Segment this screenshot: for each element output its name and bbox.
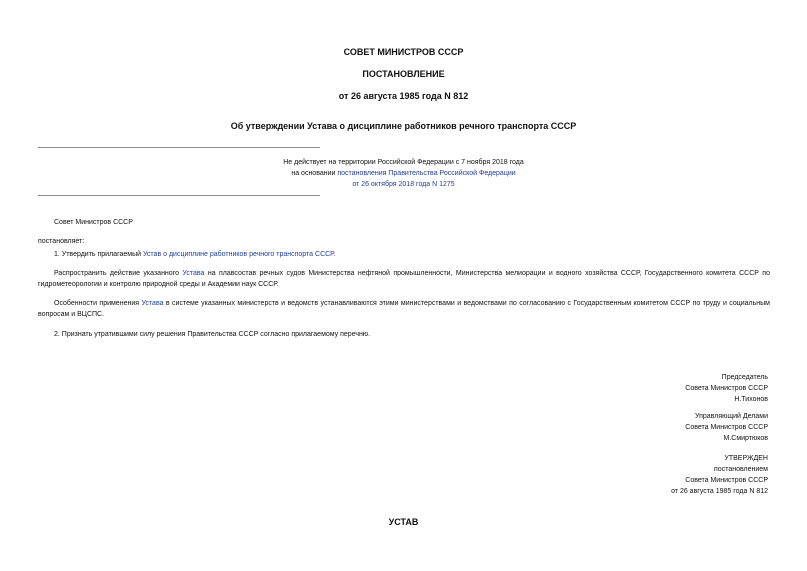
- manager-name: М.Смиртюков: [723, 435, 768, 442]
- approval-block: [568, 453, 768, 497]
- status-note-line3: [0, 181, 807, 188]
- status-note-line2: [0, 170, 807, 177]
- date-number-heading: от 26 августа 1985 года N 812: [338, 91, 469, 101]
- item-1: [38, 249, 770, 260]
- approval-date: от 26 августа 1985 года N 812: [671, 488, 768, 495]
- paragraph-3: [38, 298, 770, 320]
- manager-signature: [568, 411, 768, 444]
- issuer-heading: СОВЕТ МИНИСТРОВ СССР: [343, 47, 464, 57]
- chairman-title: Председатель: [721, 374, 768, 381]
- item-1-suffix: .: [333, 251, 336, 258]
- resolves-label: постановляет:: [38, 238, 85, 245]
- item-1-prefix: 1. Утвердить прилагаемый: [54, 251, 143, 258]
- paragraph-2-prefix: Распространить действие указанного: [54, 270, 183, 277]
- approval-org: Совета Министров СССР: [685, 477, 768, 484]
- paragraph-3-text: в системе указанных министерств и ведомств устанавливаются этими министерствами и ведомствами по согласованию с Государственным комитетом СССР по труду и социальным вопросам и ВЦСПС.: [38, 300, 770, 318]
- chairman-name: Н.Тихонов: [734, 396, 768, 403]
- paragraph-2: [38, 268, 770, 290]
- chairman-signature: [568, 372, 768, 405]
- item-2: 2. Признать утратившими силу решения Правительства СССР согласно прилагаемому перечню.: [54, 331, 371, 338]
- approval-label: УТВЕРЖДЕН: [724, 455, 768, 462]
- chairman-org: Совета Министров СССР: [685, 385, 768, 392]
- doc-type-heading: ПОСТАНОВЛЕНИЕ: [362, 69, 445, 79]
- paragraph-3-prefix: Особенности применения: [54, 300, 142, 307]
- document-title: Об утверждении Устава о дисциплине работников речного транспорта СССР: [230, 121, 577, 131]
- status-note-line1: Не действует на территории Российской Федерации с 7 ноября 2018 года: [283, 159, 524, 166]
- status-note-prefix: на основании: [291, 170, 338, 177]
- charter-link[interactable]: Устав о дисциплине работников речного транспорта СССР: [142, 251, 334, 258]
- charter-section-title: УСТАВ: [388, 517, 419, 527]
- bottom-divider: [38, 195, 320, 196]
- manager-org: Совета Министров СССР: [685, 424, 768, 431]
- government-decree-link[interactable]: постановления Правительства Российской Федерации: [337, 170, 516, 177]
- charter-link-2[interactable]: Устава: [182, 270, 205, 277]
- council-name: Совет Министров СССР: [54, 219, 133, 226]
- decree-date-link[interactable]: от 26 октября 2018 года N 1275: [352, 181, 455, 188]
- charter-link-3[interactable]: Устава: [141, 300, 164, 307]
- approval-by: постановлением: [714, 466, 768, 473]
- top-divider: [38, 147, 320, 148]
- manager-title: Управляющий Делами: [694, 413, 768, 420]
- paragraph-2-text: на плавсостав речных судов Министерства нефтяной промышленности, Министерства мелиорации и водного хозяйства СССР, Государственного комитета СССР по гидрометеорологии и контролю природной среды и Академии наук СССР.: [38, 270, 770, 288]
